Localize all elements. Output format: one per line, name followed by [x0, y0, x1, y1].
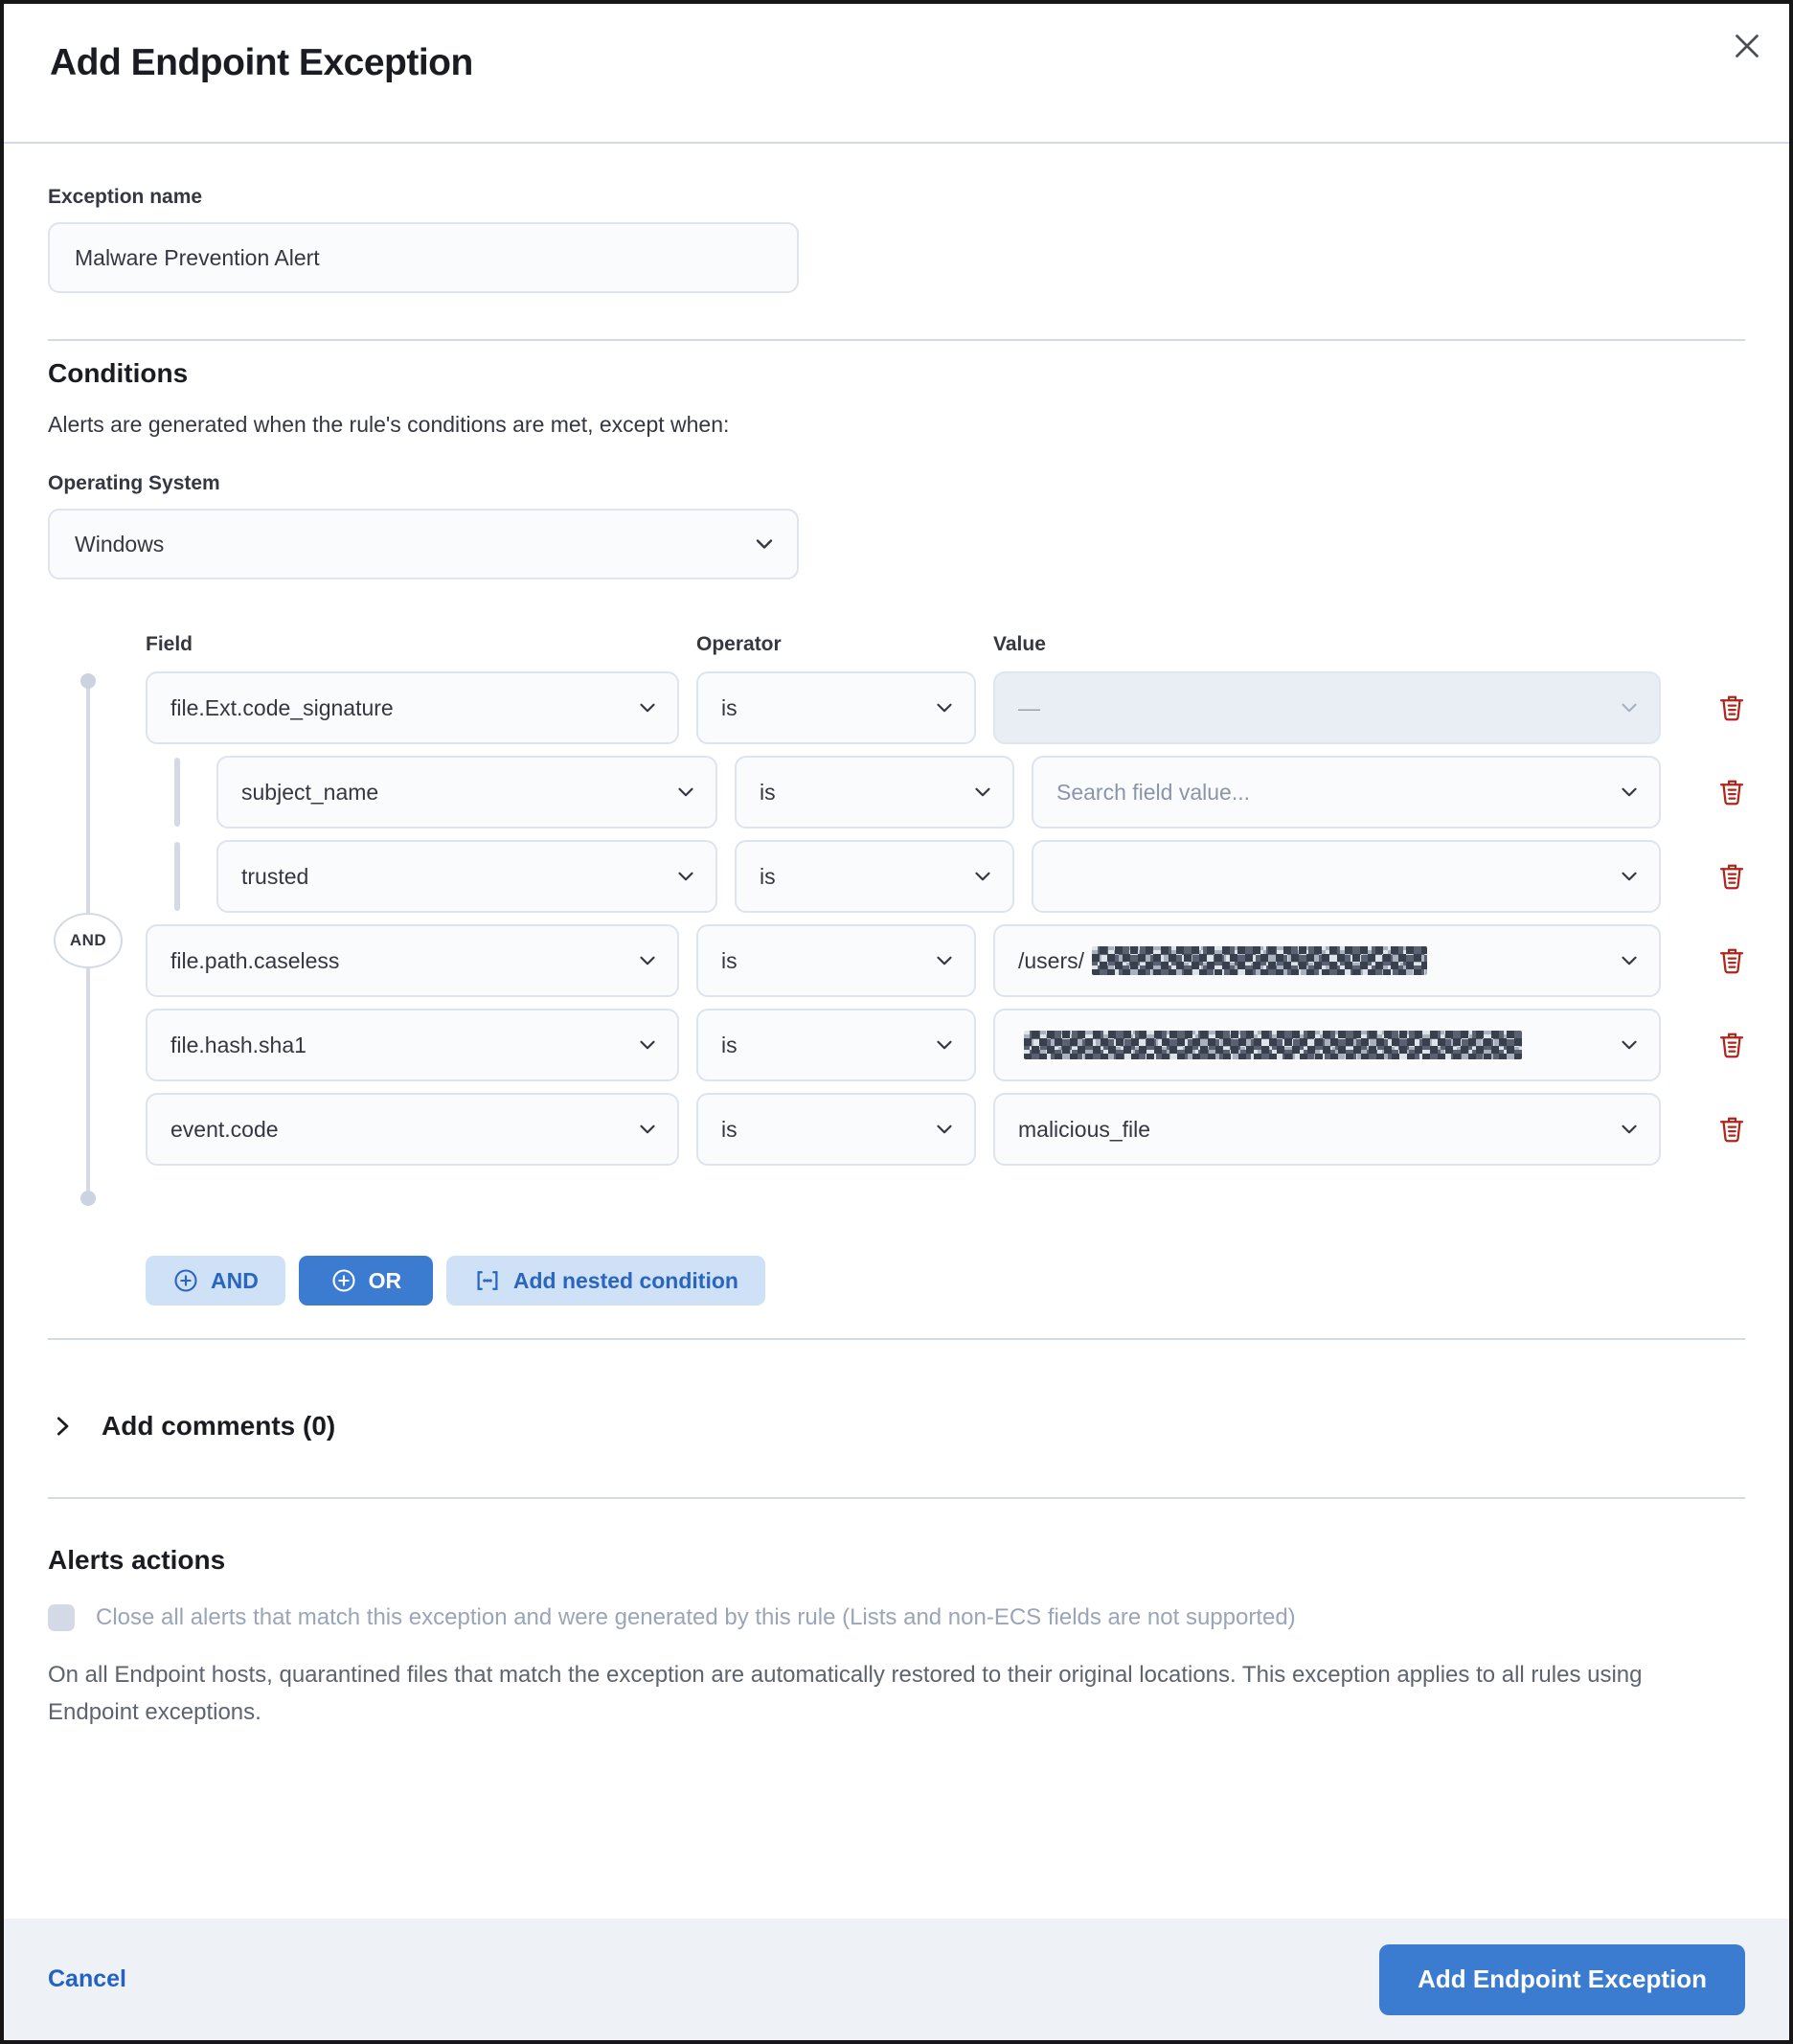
value-select[interactable]: — — [993, 671, 1661, 744]
add-and-button[interactable] — [146, 1256, 285, 1306]
condition-builder — [69, 633, 1745, 1306]
trash-icon — [1716, 861, 1747, 892]
logic-buttons — [146, 1256, 1745, 1306]
operator-column-header: Operator — [696, 633, 782, 655]
operating-system-label: Operating System — [48, 472, 220, 494]
cancel-button[interactable]: Cancel — [48, 1965, 126, 1992]
field-select[interactable]: event.code — [146, 1093, 679, 1166]
chevron-down-icon — [1617, 948, 1642, 973]
operating-system-value: Windows — [75, 531, 165, 556]
builder-column-headers — [146, 633, 1745, 656]
exception-name-label: Exception name — [48, 186, 203, 208]
chevron-down-icon — [1617, 1117, 1642, 1142]
dialog-body — [4, 144, 1789, 1919]
close-icon — [1730, 29, 1764, 63]
delete-condition-button[interactable] — [1711, 1024, 1753, 1066]
close-alerts-checkbox-label: Close all alerts that match this exception and were generated by this rule (Lists and non-ECS fields are not supported) — [96, 1604, 1296, 1630]
value-select[interactable] — [1032, 840, 1661, 913]
chevron-down-icon — [635, 948, 660, 973]
divider — [48, 339, 1745, 341]
chevron-down-icon — [932, 948, 957, 973]
field-select[interactable]: file.path.caseless — [146, 924, 679, 997]
plus-circle-icon — [172, 1267, 199, 1294]
chevron-down-icon — [970, 780, 995, 805]
condition-row — [146, 924, 1661, 997]
operator-select[interactable]: is — [696, 1009, 976, 1081]
trash-icon — [1716, 1114, 1747, 1145]
value-select[interactable] — [993, 1009, 1661, 1081]
divider — [48, 1338, 1745, 1340]
operator-select[interactable]: is — [696, 671, 976, 744]
value-select[interactable]: Search field value... — [1032, 756, 1661, 829]
connector-dot-bottom — [80, 1191, 96, 1206]
trash-icon — [1716, 945, 1747, 976]
and-button-label: AND — [211, 1267, 259, 1293]
dialog-title: Add Endpoint Exception — [50, 42, 473, 83]
condition-rows — [69, 671, 1661, 1166]
value-select[interactable]: malicious_file — [993, 1093, 1661, 1166]
field-column-header: Field — [146, 633, 193, 655]
nested-button-label: Add nested condition — [512, 1267, 738, 1293]
chevron-down-icon — [635, 695, 660, 720]
add-endpoint-exception-button[interactable]: Add Endpoint Exception — [1379, 1944, 1745, 2015]
add-comments-accordion[interactable] — [48, 1411, 1745, 1442]
chevron-right-icon — [48, 1412, 77, 1441]
connector-dot-top — [80, 673, 96, 689]
value-select[interactable]: /users/ — [993, 924, 1661, 997]
chevron-down-icon — [932, 695, 957, 720]
nested-indent-bar — [174, 758, 180, 827]
operator-select[interactable]: is — [735, 840, 1014, 913]
trash-icon — [1716, 693, 1747, 723]
close-alerts-checkbox — [48, 1604, 75, 1631]
and-connector-badge: AND — [54, 913, 123, 968]
conditions-heading: Conditions — [48, 358, 189, 388]
value-column-header: Value — [993, 633, 1046, 655]
chevron-down-icon — [932, 1117, 957, 1142]
chevron-down-icon — [673, 780, 698, 805]
operator-select[interactable]: is — [735, 756, 1014, 829]
dialog-header — [4, 4, 1789, 144]
chevron-down-icon — [932, 1033, 957, 1057]
condition-row — [146, 756, 1661, 829]
add-nested-condition-button[interactable] — [446, 1256, 765, 1306]
chevron-down-icon — [1617, 864, 1642, 889]
nested-indent-bar — [174, 842, 180, 911]
chevron-down-icon — [635, 1117, 660, 1142]
delete-condition-button[interactable] — [1711, 1108, 1753, 1150]
field-select[interactable]: file.hash.sha1 — [146, 1009, 679, 1081]
add-or-button[interactable] — [299, 1256, 433, 1306]
condition-row — [146, 1093, 1661, 1166]
condition-row — [146, 671, 1661, 744]
chevron-down-icon — [970, 864, 995, 889]
redacted-value — [1092, 946, 1427, 975]
delete-condition-button[interactable] — [1711, 855, 1753, 897]
conditions-description: Alerts are generated when the rule's conditions are met, except when: — [48, 412, 730, 437]
operator-select[interactable]: is — [696, 924, 976, 997]
divider — [48, 1497, 1745, 1499]
field-select[interactable]: subject_name — [216, 756, 717, 829]
add-comments-label: Add comments (0) — [102, 1411, 336, 1441]
redacted-value — [1024, 1031, 1522, 1059]
condition-row — [146, 840, 1661, 913]
condition-row — [146, 1009, 1661, 1081]
and-connector-rail — [69, 677, 107, 1200]
add-endpoint-exception-dialog — [4, 4, 1789, 2040]
delete-condition-button[interactable] — [1711, 687, 1753, 729]
operating-system-select[interactable] — [48, 509, 799, 579]
exception-name-input[interactable] — [48, 222, 799, 293]
alerts-actions-heading: Alerts actions — [48, 1545, 226, 1575]
close-alerts-checkbox-row — [48, 1604, 1745, 1631]
field-select[interactable]: trusted — [216, 840, 717, 913]
trash-icon — [1716, 777, 1747, 807]
chevron-down-icon — [1617, 780, 1642, 805]
endpoint-exception-note: On all Endpoint hosts, quarantined files that match the exception are automatically restored to their original locations. This exception applies to all rules using Endpoint exceptions. — [48, 1662, 1643, 1725]
field-select[interactable]: file.Ext.code_signature — [146, 671, 679, 744]
delete-condition-button[interactable] — [1711, 940, 1753, 982]
chevron-down-icon — [1617, 695, 1642, 720]
chevron-down-icon — [751, 531, 778, 557]
nested-brackets-icon — [473, 1266, 502, 1295]
close-button[interactable] — [1726, 25, 1768, 67]
operator-select[interactable]: is — [696, 1093, 976, 1166]
or-button-label: OR — [368, 1267, 402, 1293]
chevron-down-icon — [1617, 1033, 1642, 1057]
chevron-down-icon — [635, 1033, 660, 1057]
delete-condition-button[interactable] — [1711, 771, 1753, 813]
dialog-footer — [4, 1919, 1789, 2040]
plus-circle-icon — [330, 1267, 357, 1294]
trash-icon — [1716, 1030, 1747, 1060]
chevron-down-icon — [673, 864, 698, 889]
